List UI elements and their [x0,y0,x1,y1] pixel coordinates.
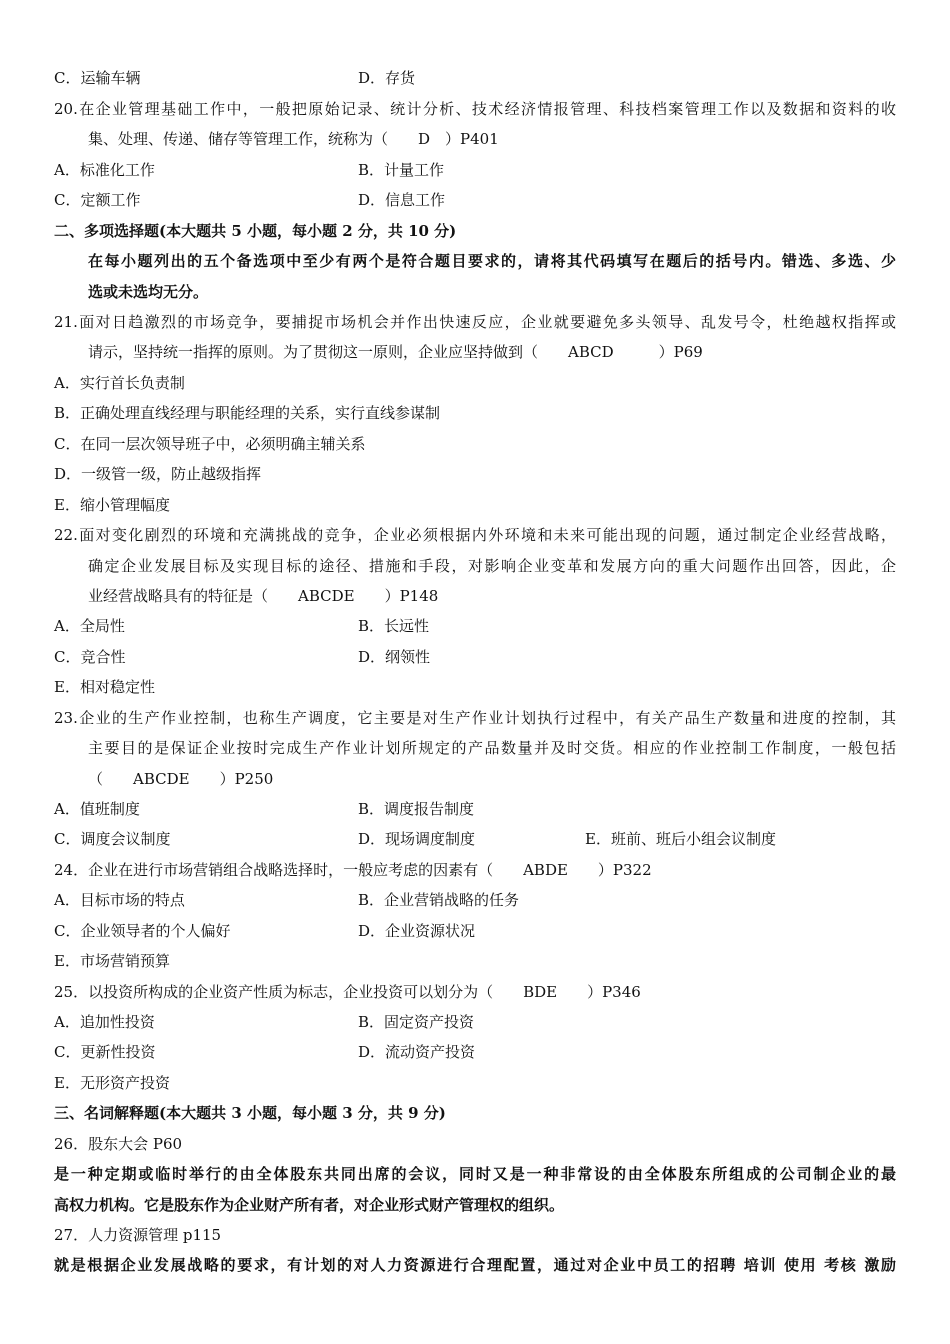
q21-option-c: C．在同一层次领导班子中，必须明确主辅关系 [54,435,366,453]
q20-option-a: A．标准化工作 [54,161,155,179]
q23-option-a: A．值班制度 [54,800,140,818]
q24-option-c: C．企业领导者的个人偏好 [54,922,231,940]
q23-option-d: D．现场调度制度 [358,830,476,848]
q20-option-c: C．定额工作 [54,191,141,209]
q24-option-e: E．市场营销预算 [54,952,170,970]
q25-option-e: E．无形资产投资 [54,1074,170,1092]
question-22-text: 22.面对变化剧烈的环境和充满挑战的竞争，企业必须根据内外环境和未来可能出现的问题，通过制定企业经营战略， [54,526,896,544]
q24-option-b: B．企业营销战略的任务 [358,891,520,909]
question-20-text-cont: 集、处理、传递、储存等管理工作，统称为（ D ）P401 [88,130,499,148]
q22-option-a: A．全局性 [54,617,125,635]
question-21-text-cont: 请示，坚持统一指挥的原则。为了贯彻这一原则，企业应坚持做到（ ABCD ）P69 [88,343,703,361]
q22-option-c: C．竞合性 [54,648,126,666]
q22-option-b: B．长远性 [358,617,430,635]
q24-option-d: D．企业资源状况 [358,922,476,940]
question-26-term: 26．股东大会 P60 [54,1135,183,1153]
q22-option-e: E．相对稳定性 [54,678,155,696]
section-3-title: 三、名词解释题(本大题共 3 小题，每小题 3 分，共 9 分) [54,1104,446,1122]
question-23-text: 23.企业的生产作业控制，也称生产调度，它主要是对生产作业计划执行过程中，有关产品生产数量和进度的控制，其 [54,709,896,727]
question-22-text-end: 业经营战略具有的特征是（ ABCDE ）P148 [88,587,439,605]
question-24-text: 24．企业在进行市场营销组合战略选择时，一般应考虑的因素有（ ABDE ）P322 [54,861,652,879]
question-27-term: 27．人力资源管理 p115 [54,1226,222,1244]
q21-option-e: E．缩小管理幅度 [54,496,170,514]
q25-option-a: A．追加性投资 [54,1013,155,1031]
q22-option-d: D．纲领性 [358,648,431,666]
option-d: D．存货 [358,69,416,87]
q23-option-c: C．调度会议制度 [54,830,171,848]
question-26-answer-cont: 高权力机构。它是股东作为企业财产所有者，对企业形式财产管理权的组织。 [54,1196,565,1214]
q24-option-a: A．目标市场的特点 [54,891,185,909]
option-c: C．运输车辆 [54,69,141,87]
q21-option-a: A．实行首长负责制 [54,374,185,392]
section-2-instructions: 在每小题列出的五个备选项中至少有两个是符合题目要求的，请将其代码填写在题后的括号内。错选、多选、少 [88,252,896,270]
question-26-answer: 是一种定期或临时举行的由全体股东共同出席的会议，同时又是一种非常设的由全体股东所组成的公司制企业的最 [54,1165,896,1183]
q25-option-d: D．流动资产投资 [358,1043,476,1061]
q25-option-c: C．更新性投资 [54,1043,156,1061]
section-2-instructions-cont: 选或未选均无分。 [88,283,209,301]
question-22-text-cont: 确定企业发展目标及实现目标的途径、措施和手段，对影响企业变革和发展方向的重大问题作出回答，因此，企 [88,557,896,575]
q25-option-b: B．固定资产投资 [358,1013,475,1031]
question-20-text: 20.在企业管理基础工作中，一般把原始记录、统计分析、技术经济情报管理、科技档案管理工作以及数据和资料的收 [54,100,896,118]
question-23-text-cont: 主要目的是保证企业按时完成生产作业计划所规定的产品数量并及时交货。相应的作业控制工作制度，一般包括 [88,739,896,757]
q21-option-d: D．一级管一级，防止越级指挥 [54,465,262,483]
question-27-answer: 就是根据企业发展战略的要求，有计划的对人力资源进行合理配置，通过对企业中员工的招聘 培训 使用 考核 激励 [54,1256,896,1274]
question-25-text: 25．以投资所构成的企业资产性质为标志，企业投资可以划分为（ BDE ）P346 [54,983,641,1001]
q20-option-b: B．计量工作 [358,161,445,179]
section-2-title: 二、多项选择题(本大题共 5 小题，每小题 2 分，共 10 分) [54,222,457,240]
q20-option-d: D．信息工作 [358,191,446,209]
q23-option-b: B．调度报告制度 [358,800,475,818]
question-23-text-end: （ ABCDE ）P250 [88,770,274,788]
q21-option-b: B．正确处理直线经理与职能经理的关系，实行直线参谋制 [54,404,441,422]
q23-option-e: E．班前、班后小组会议制度 [585,830,776,848]
question-21-text: 21.面对日趋激烈的市场竞争，要捕捉市场机会并作出快速反应，企业就要避免多头领导、乱发号令，杜绝越权指挥或 [54,313,896,331]
